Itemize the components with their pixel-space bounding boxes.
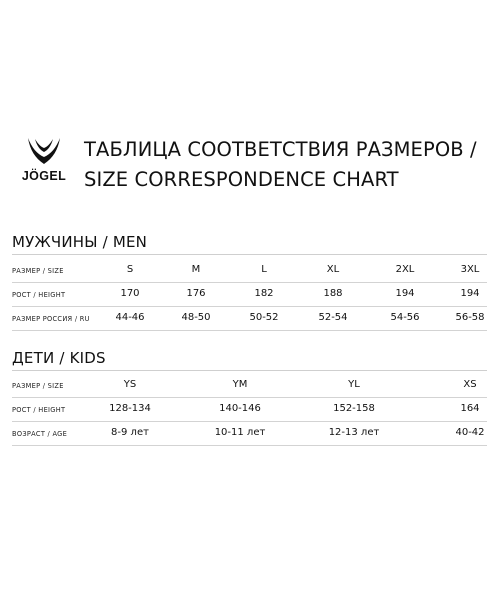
row-divider <box>12 421 487 422</box>
table-cell: 44-46 <box>115 312 145 323</box>
table-cell: YM <box>232 379 248 390</box>
table-cell: 40-42 <box>455 427 485 438</box>
table-cell: 128-134 <box>109 403 151 414</box>
table-cell: 12-13 лет <box>328 427 380 438</box>
table-cell: 176 <box>186 288 206 299</box>
table-cell: 10-11 лет <box>214 427 266 438</box>
men-section-heading: МУЖЧИНЫ / MEN <box>12 233 148 251</box>
table-cell: 52-54 <box>318 312 348 323</box>
row-label: ВОЗРАСТ / AGE <box>12 430 68 438</box>
table-cell: 2XL <box>395 264 415 275</box>
men-ru-size-row <box>12 311 487 331</box>
kids-height-row <box>12 402 487 422</box>
table-cell: YL <box>348 379 360 390</box>
table-cell: 8-9 лет <box>111 427 149 438</box>
kids-age-row <box>12 426 487 446</box>
table-cell: 48-50 <box>181 312 211 323</box>
men-heading-divider <box>12 254 487 255</box>
table-cell: 152-158 <box>333 403 375 414</box>
kids-section-heading: ДЕТИ / KIDS <box>12 349 106 367</box>
kids-size-row <box>12 378 487 398</box>
row-divider <box>12 306 487 307</box>
table-cell: 194 <box>460 288 480 299</box>
table-cell: 50-52 <box>249 312 279 323</box>
row-divider <box>12 397 487 398</box>
jogel-swoosh-icon <box>25 136 63 166</box>
row-label: РАЗМЕР РОССИЯ / RU <box>12 315 90 323</box>
row-label: РАЗМЕР / SIZE <box>12 382 64 390</box>
table-cell: 188 <box>323 288 343 299</box>
row-label: РАЗМЕР / SIZE <box>12 267 64 275</box>
table-cell: YS <box>123 379 137 390</box>
row-label: РОСТ / HEIGHT <box>12 406 66 414</box>
men-size-row <box>12 263 487 283</box>
table-cell: 164 <box>460 403 480 414</box>
table-cell: 56-58 <box>455 312 485 323</box>
table-cell: L <box>261 264 267 275</box>
title-line-en: SIZE CORRESPONDENCE CHART <box>84 168 399 191</box>
table-cell: 140-146 <box>219 403 261 414</box>
row-divider <box>12 330 487 331</box>
table-cell: 182 <box>254 288 274 299</box>
row-label: РОСТ / HEIGHT <box>12 291 66 299</box>
kids-heading-divider <box>12 370 487 371</box>
men-height-row <box>12 287 487 307</box>
table-cell: 170 <box>120 288 140 299</box>
table-cell: S <box>126 264 134 275</box>
title-line-ru: ТАБЛИЦА СООТВЕТСТВИЯ РАЗМЕРОВ / <box>84 138 477 161</box>
table-cell: 194 <box>395 288 415 299</box>
brand-logo <box>14 136 74 196</box>
table-cell: XL <box>326 264 340 275</box>
table-cell: 3XL <box>460 264 480 275</box>
table-cell: M <box>191 264 201 275</box>
row-divider <box>12 445 487 446</box>
brand-name: JÖGEL <box>21 169 67 183</box>
row-divider <box>12 282 487 283</box>
table-cell: XS <box>463 379 477 390</box>
page-title <box>84 135 489 195</box>
table-cell: 54-56 <box>390 312 420 323</box>
